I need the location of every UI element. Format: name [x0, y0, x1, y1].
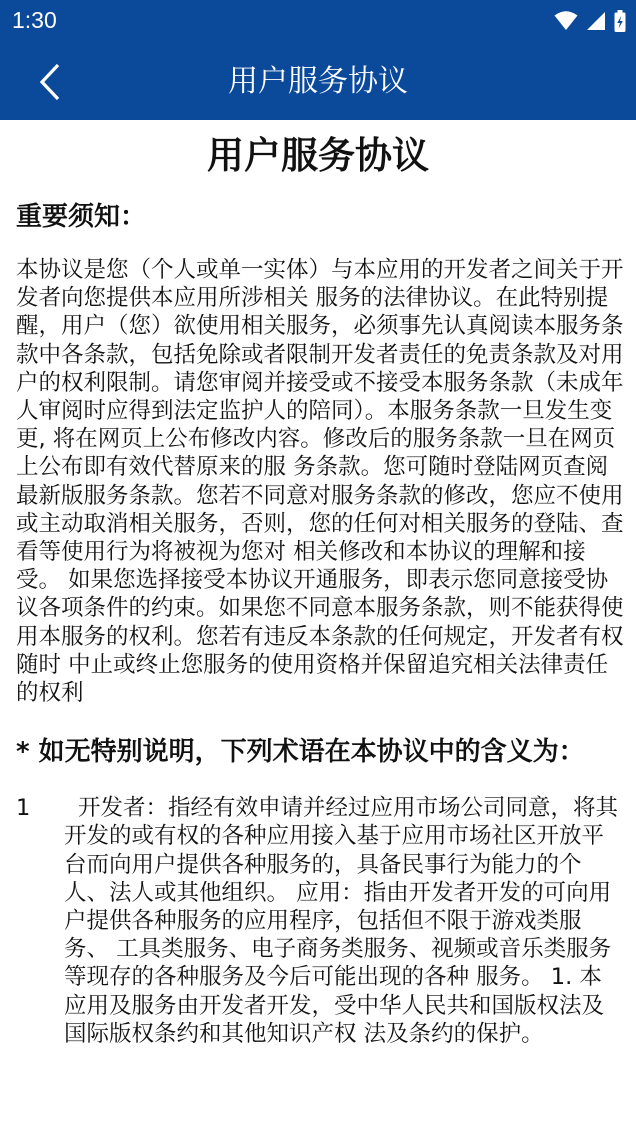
status-icons — [554, 10, 626, 32]
terms-list-item — [16, 794, 624, 1048]
document-title: 用户服务协议 — [207, 134, 429, 177]
toolbar — [0, 42, 636, 120]
notice-paragraph: 本协议是您（个人或单一实体）与本应用的开发者之间关于开发者向您提供本应用所涉相关 服务的法律协议。在此特别提醒，用户（您）欲使用相关服务，必须事先认真阅读本服务条款中各条款，包括免除或者限制开发者责任的免责条款及对用户的权利限制。请您审阅并接受或不接受本服务条款（未成年人审阅时应得到法定监护人的陪同）。本服务条款一旦发生变更, 将在网页上公布修改内容。修改后的服务条款一旦在网页上公布即有效代替原来的服 务条款。您可随时登陆网页查阅最新版服务条款。您若不同意对服务条款的修改，您应不使用或主动取消相关服务，否则，您的任何对相关服务的登陆、查看等使用行为将被视为您对 相关修改和本协议的理解和接受。 如果您选择接受本协议开通服务，即表示您同意接受协议各项条件的约束。如果您不同意本服务条款，则不能获得使用本服务的权利。您若有违反本条款的任何规定，开发者有权随时 中止或终止您服务的使用资格并保留追究相关法律责任的权利 — [16, 257, 624, 707]
battery-icon — [614, 10, 626, 32]
toolbar-title: 用户服务协议 — [228, 64, 408, 99]
agreement-content[interactable] — [0, 120, 636, 1130]
wifi-icon — [554, 11, 578, 31]
list-item-text: 开发者：指经有效申请并经过应用市场公司同意，将其开发的或有权的各种应用接入基于应用市场社区开放平台而向用户提供各种服务的，具备民事行为能力的个人、法人或其他组织。 应用：指由开发者开发的可向用户提供各种服务的应用程序，包括但不限于游戏类服务、 工具类服务、电子商务类服务、视频或音乐类服务等现存的各种服务及今后可能出现的各种 服务。 1. 本应用及服务由开发者开发，受中华人民共和国版权法及国际版权条约和其他知识产权 法及条约的保护。 — [64, 795, 619, 1047]
list-item-number: 1 — [16, 795, 31, 822]
notice-heading: 重要须知： — [16, 202, 147, 232]
status-time: 1:30 — [12, 7, 57, 33]
terms-heading: * 如无特别说明，下列术语在本协议中的含义为： — [16, 737, 585, 768]
signal-icon — [586, 11, 606, 31]
status-bar — [0, 0, 636, 42]
